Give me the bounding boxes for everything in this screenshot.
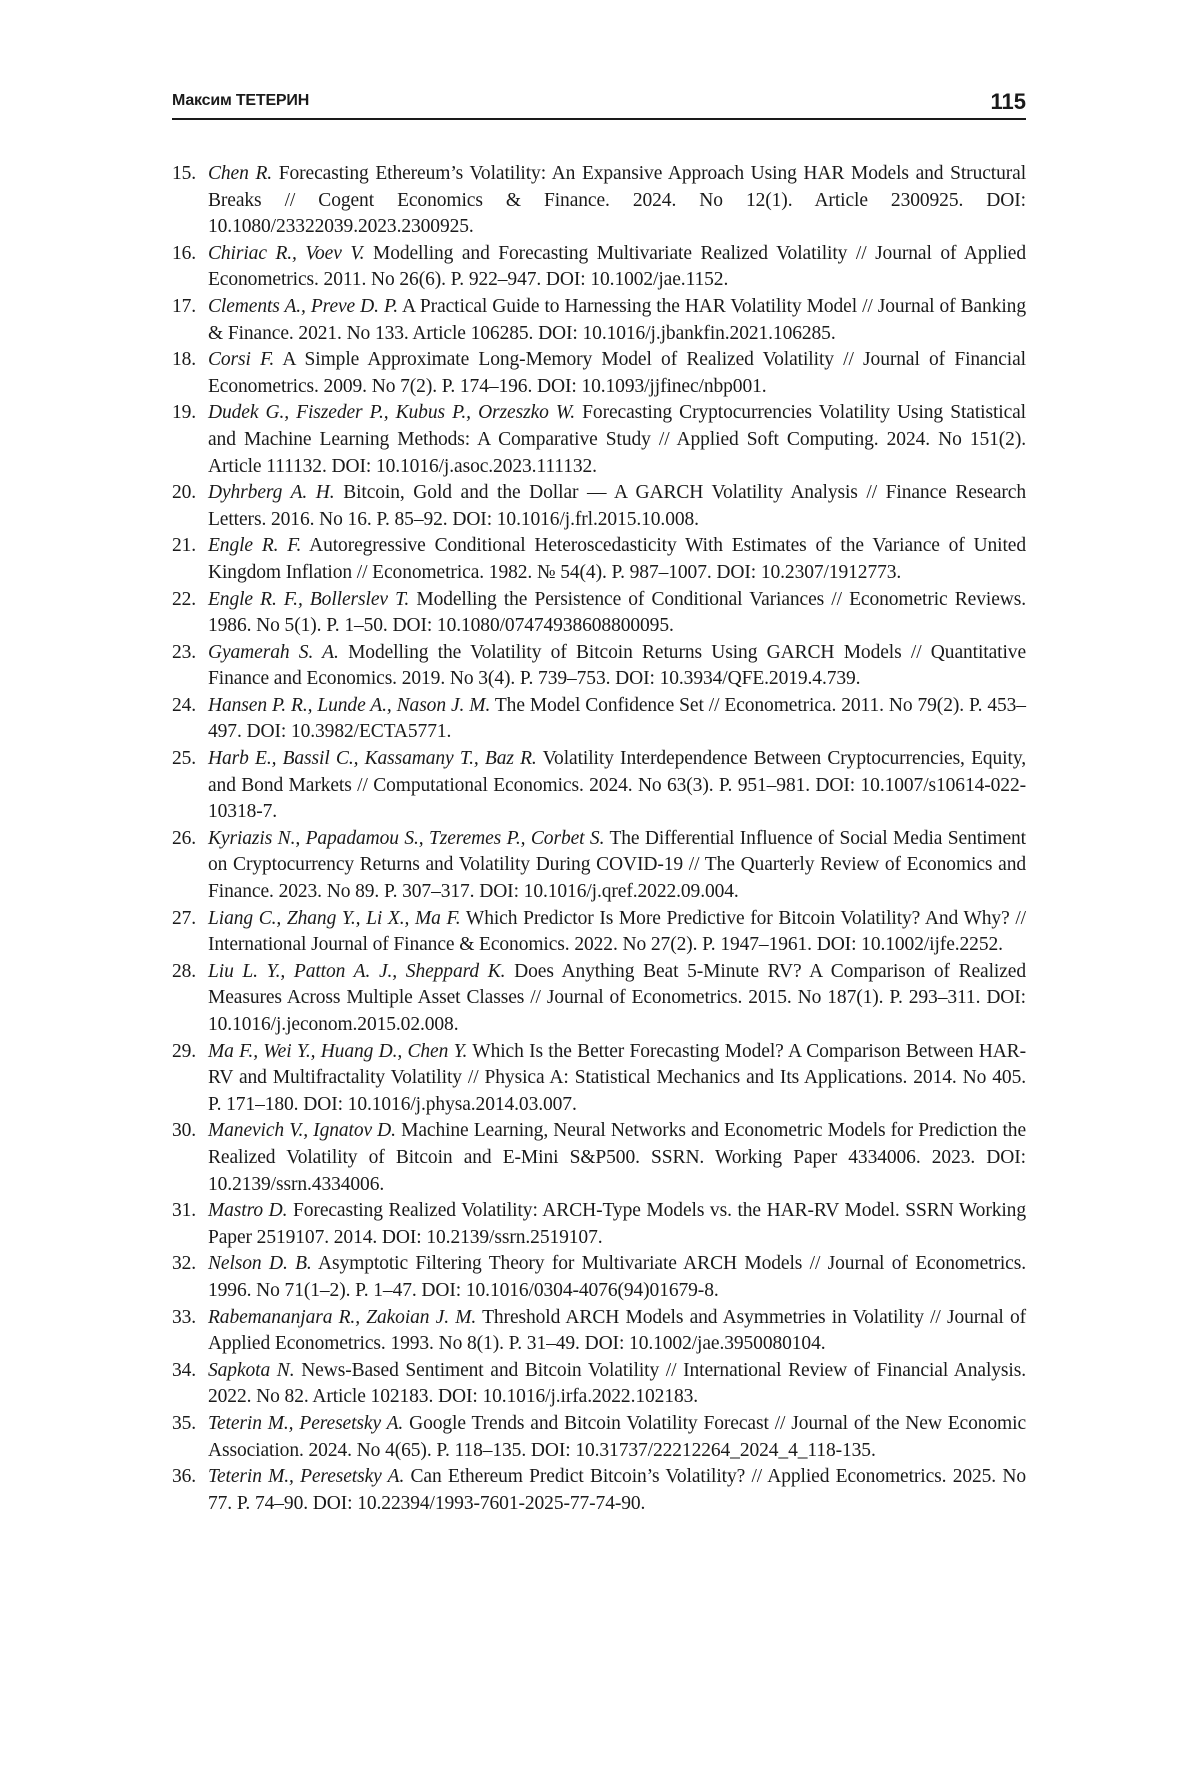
reference-authors: Kyriazis N., Papadamou S., Tzeremes P., Corbet S. <box>208 827 605 849</box>
reference-number: 23. <box>172 641 197 663</box>
reference-number: 18. <box>172 349 197 371</box>
reference-text: Forecasting Ethereum’s Volatility: An Expansive Approach Using HAR Models and Structural Breaks // Cogent Economics & Finance. 2024. No 12(1). Article 2300925. DOI: 10.1080/23322039.2023.2300925. <box>208 163 1027 238</box>
reference-authors: Dyhrberg A. H. <box>208 482 335 504</box>
reference-item <box>172 959 1026 1039</box>
running-header <box>172 89 1026 120</box>
reference-text: Asymptotic Filtering Theory for Multivariate ARCH Models // Journal of Econometrics. 1996. No 71(1–2). P. 1–47. DOI: 10.1016/0304-4076(94)01679-8. <box>208 1253 1026 1301</box>
reference-authors: Gyamerah S. A. <box>208 641 339 663</box>
page-number: 115 <box>990 89 1026 114</box>
header-author: Максим ТЕТЕРИН <box>172 92 310 109</box>
reference-item <box>172 1464 1026 1517</box>
reference-number: 26. <box>172 827 197 849</box>
reference-number: 36. <box>172 1466 197 1488</box>
reference-number: 24. <box>172 694 197 716</box>
reference-item <box>172 1358 1026 1411</box>
reference-item <box>172 693 1026 746</box>
reference-text: Modelling the Persistence of Conditional Variances // Econometric Reviews. 1986. No 5(1). P. 1–50. DOI: 10.1080/07474938608800095. <box>208 588 1026 637</box>
reference-item <box>172 533 1026 586</box>
reference-authors: Teterin M., Peresetsky A. <box>208 1466 405 1488</box>
reference-text: Bitcoin, Gold and the Dollar — A GARCH Volatility Analysis // Finance Research Letters. 2016. No 16. P. 85–92. DOI: 10.1016/j.frl.2015.10.008. <box>208 482 1026 530</box>
reference-item <box>172 400 1026 480</box>
reference-item <box>172 1118 1026 1198</box>
reference-authors: Nelson D. B. <box>208 1253 312 1275</box>
reference-number: 28. <box>172 960 197 982</box>
reference-item <box>172 640 1026 693</box>
reference-number: 22. <box>172 588 197 610</box>
reference-authors: Chen R. <box>208 163 273 184</box>
reference-authors: Teterin M., Peresetsky A. <box>208 1412 404 1434</box>
reference-text: A Simple Approximate Long-Memory Model of Realized Volatility // Journal of Financial Econometrics. 2009. No 7(2). P. 174–196. DOI: 10.1093/jjfinec/nbp001. <box>208 349 1026 397</box>
reference-authors: Rabemananjara R., Zakoian J. M. <box>208 1306 477 1328</box>
reference-authors: Liang C., Zhang Y., Li X., Ma F. <box>208 907 461 929</box>
reference-number: 33. <box>172 1306 197 1328</box>
reference-number: 34. <box>172 1359 197 1381</box>
reference-item <box>172 906 1026 959</box>
reference-item <box>172 1305 1026 1358</box>
reference-text: News-Based Sentiment and Bitcoin Volatility // International Review of Financial Analysis. 2022. No 82. Article 102183. DOI: 10.1016/j.irfa.2022.102183. <box>208 1359 1026 1408</box>
reference-number: 21. <box>172 535 197 557</box>
reference-item <box>172 1198 1026 1251</box>
reference-text: Modelling the Volatility of Bitcoin Returns Using GARCH Models // Quantitative Finance and Economics. 2019. No 3(4). P. 739–753. DOI: 10.3934/QFE.2019.4.739. <box>208 641 1026 690</box>
reference-text: Which Predictor Is More Predictive for Bitcoin Volatility? And Why? // International Journal of Finance & Economics. 2022. No 27(2). P. 1947–1961. DOI: 10.1002/ijfe.2252. <box>208 907 1026 956</box>
reference-authors: Corsi F. <box>208 349 275 371</box>
reference-number: 30. <box>172 1120 197 1142</box>
reference-item <box>172 480 1026 533</box>
reference-number: 31. <box>172 1200 197 1222</box>
reference-text: Does Anything Beat 5-Minute RV? A Comparison of Realized Measures Across Multiple Asset Classes // Journal of Econometrics. 2015. No 187(1). P. 293–311. DOI: 10.1016/j.jeconom.2015.02.008. <box>208 960 1026 1035</box>
reference-authors: Mastro D. <box>208 1200 288 1222</box>
reference-text: Machine Learning, Neural Networks and Econometric Models for Prediction the Realized Volatility of Bitcoin and E-Mini S&P500. SSRN. Working Paper 4334006. 2023. DOI: 10.2139/ssrn.4334006. <box>208 1120 1027 1195</box>
reference-text: Forecasting Cryptocurrencies Volatility Using Statistical and Machine Learning Methods: A Comparative Study // Applied Soft Computing. 2024. No 151(2). Article 111132. DOI: 10.1016/j.asoc.2023.111132. <box>208 402 1027 477</box>
reference-number: 25. <box>172 748 197 770</box>
reference-item <box>172 826 1026 906</box>
reference-authors: Chiriac R., Voev V. <box>208 242 365 264</box>
reference-authors: Clements A., Preve D. P. <box>208 295 399 317</box>
reference-number: 15. <box>172 163 197 184</box>
reference-item <box>172 1039 1026 1119</box>
reference-authors: Harb E., Bassil C., Kassamany T., Baz R. <box>208 748 537 770</box>
reference-list <box>172 161 1026 1517</box>
reference-item <box>172 1251 1026 1304</box>
reference-text: Threshold ARCH Models and Asymmetries in Volatility // Journal of Applied Econometrics. 1993. No 8(1). P. 31–49. DOI: 10.1002/jae.3950080104. <box>208 1306 1026 1355</box>
reference-text: Google Trends and Bitcoin Volatility Forecast // Journal of the New Economic Association. 2024. No 4(65). P. 118–135. DOI: 10.31737/22212264_2024_4_118-135. <box>208 1412 1026 1461</box>
reference-item <box>172 241 1026 294</box>
reference-authors: Sapkota N. <box>208 1359 295 1381</box>
reference-text: Forecasting Realized Volatility: ARCH-Type Models vs. the HAR-RV Model. SSRN Working Paper 2519107. 2014. DOI: 10.2139/ssrn.2519107. <box>208 1200 1026 1248</box>
reference-number: 16. <box>172 242 197 264</box>
reference-text: Which Is the Better Forecasting Model? A Comparison Between HAR-RV and Multifractality Volatility // Physica A: Statistical Mechanics and Its Applications. 2014. No 405. P. 171–180. DOI: 10.1016/j.physa.2014.03.007. <box>208 1040 1026 1115</box>
reference-item <box>172 161 1026 241</box>
reference-number: 17. <box>172 295 197 317</box>
reference-authors: Dudek G., Fiszeder P., Kubus P., Orzeszko W. <box>208 402 576 424</box>
reference-item <box>172 587 1026 640</box>
reference-authors: Hansen P. R., Lunde A., Nason J. M. <box>208 694 491 716</box>
reference-number: 20. <box>172 482 197 504</box>
reference-authors: Manevich V., Ignatov D. <box>208 1120 396 1142</box>
reference-item <box>172 347 1026 400</box>
reference-text: Volatility Interdependence Between Cryptocurrencies, Equity, and Bond Markets // Computational Economics. 2024. No 63(3). P. 951–981. DOI: 10.1007/s10614-022-10318-7. <box>208 748 1026 823</box>
reference-item <box>172 746 1026 826</box>
reference-item <box>172 1411 1026 1464</box>
reference-number: 27. <box>172 907 197 929</box>
reference-number: 19. <box>172 402 197 424</box>
reference-authors: Engle R. F. <box>208 535 302 557</box>
reference-authors: Liu L. Y., Patton A. J., Sheppard K. <box>208 960 506 982</box>
reference-text: A Practical Guide to Harnessing the HAR Volatility Model // Journal of Banking & Finance. 2021. No 133. Article 106285. DOI: 10.1016/j.jbankfin.2021.106285. <box>208 295 1026 344</box>
reference-authors: Engle R. F., Bollerslev T. <box>208 588 410 610</box>
reference-text: The Model Confidence Set // Econometrica. 2011. No 79(2). P. 453–497. DOI: 10.3982/ECTA5771. <box>208 694 1026 743</box>
reference-item <box>172 294 1026 347</box>
reference-text: Modelling and Forecasting Multivariate Realized Volatility // Journal of Applied Econometrics. 2011. No 26(6). P. 922–947. DOI: 10.1002/jae.1152. <box>208 242 1026 291</box>
reference-number: 29. <box>172 1040 197 1062</box>
reference-authors: Ma F., Wei Y., Huang D., Chen Y. <box>208 1040 468 1062</box>
reference-text: Can Ethereum Predict Bitcoin’s Volatility? // Applied Econometrics. 2025. No 77. P. 74–90. DOI: 10.22394/1993-7601-2025-77-74-90. <box>208 1466 1026 1514</box>
reference-number: 35. <box>172 1412 197 1434</box>
reference-number: 32. <box>172 1253 197 1275</box>
reference-text: Autoregressive Conditional Heteroscedasticity With Estimates of the Variance of United Kingdom Inflation // Econometrica. 1982. № 54(4). P. 987–1007. DOI: 10.2307/1912773. <box>208 535 1026 583</box>
reference-text: The Differential Influence of Social Media Sentiment on Cryptocurrency Returns and Volatility During COVID-19 // The Quarterly Review of Economics and Finance. 2023. No 89. P. 307–317. DOI: 10.1016/j.qref.2022.09.004. <box>208 827 1026 903</box>
